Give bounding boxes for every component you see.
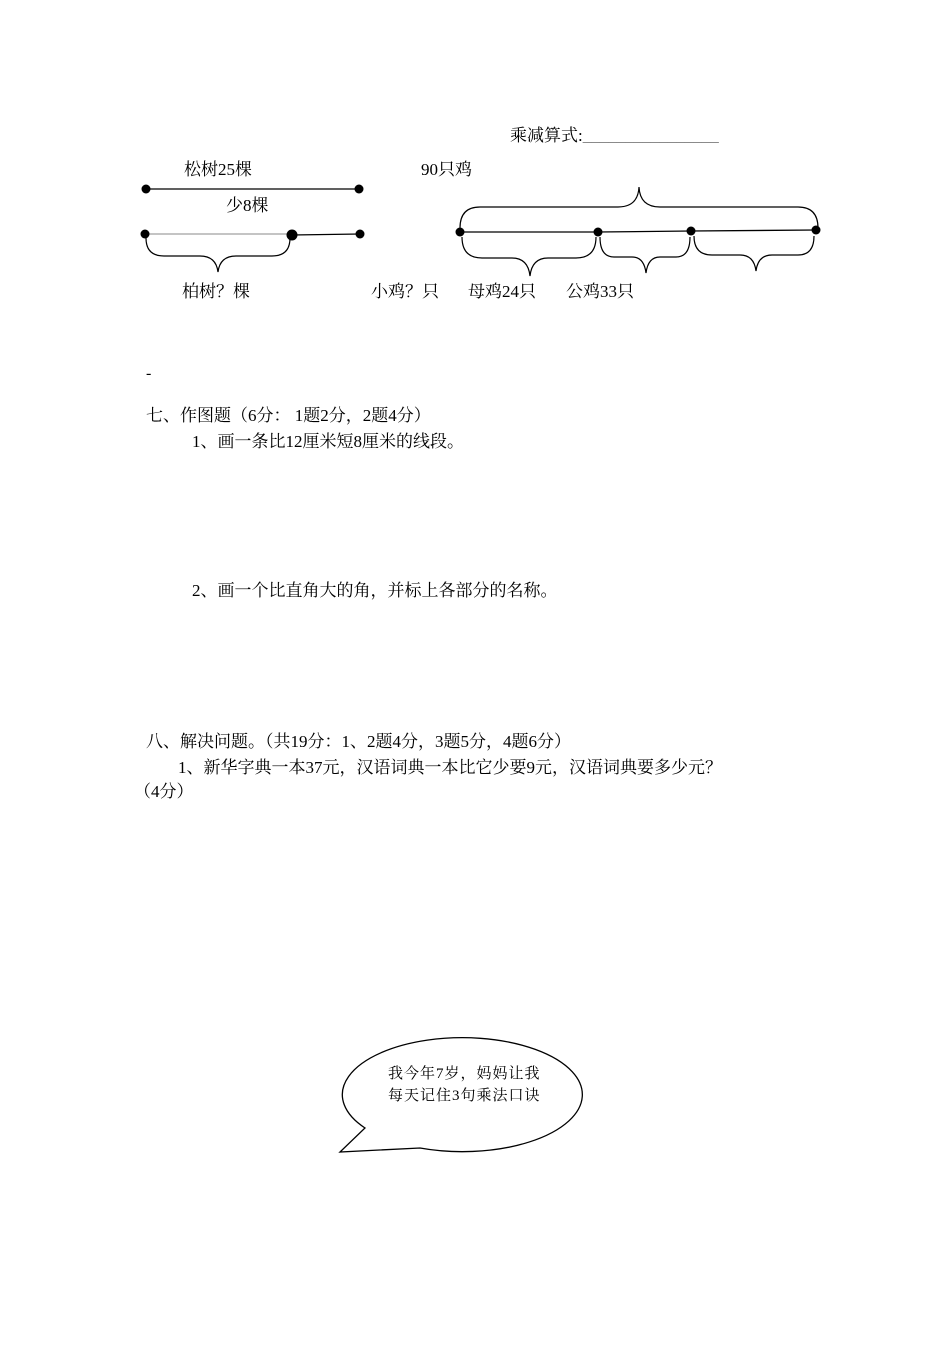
rooster-brace xyxy=(694,236,814,271)
pine-line-segment xyxy=(142,185,364,194)
section8-heading: 八、解决问题。（共19分：1、2题4分，3题5分，4题6分） xyxy=(146,732,571,751)
cypress-brace xyxy=(146,238,290,272)
total-chickens-label: 90只鸡 xyxy=(421,160,472,179)
cypress-tree-label: 柏树？棵 xyxy=(182,282,250,301)
cypress-line-segment xyxy=(141,230,365,241)
rooster-label: 公鸡33只 xyxy=(566,282,634,301)
section7-question-2: 2、画一个比直角大的角，并标上各部分的名称。 xyxy=(192,581,558,600)
hen-brace xyxy=(600,237,690,273)
section8-question-1-points: （4分） xyxy=(134,782,194,801)
chick-brace xyxy=(462,237,596,276)
pine-tree-label: 松树25棵 xyxy=(184,160,252,179)
total-brace xyxy=(460,187,818,228)
hen-label: 母鸡24只 xyxy=(468,282,536,301)
chicken-line-segment xyxy=(456,226,821,237)
stray-mark: - xyxy=(146,365,152,382)
speech-bubble-text: 我今年7岁，妈妈让我每天记住3句乘法口诀 xyxy=(388,1066,541,1104)
section7-heading: 七、作图题（6分： 1题2分，2题4分） xyxy=(146,406,431,425)
less-label: 少8棵 xyxy=(226,196,269,215)
section7-question-1: 1、画一条比12厘米短8厘米的线段。 xyxy=(192,432,464,451)
formula-blank[interactable]: ________________ xyxy=(582,126,719,145)
formula-label: 乘减算式: xyxy=(510,126,583,145)
section8-question-1: 1、新华字典一本37元，汉语词典一本比它少要9元，汉语词典要多少元？ xyxy=(178,758,722,777)
chick-label: 小鸡？只 xyxy=(371,282,439,301)
